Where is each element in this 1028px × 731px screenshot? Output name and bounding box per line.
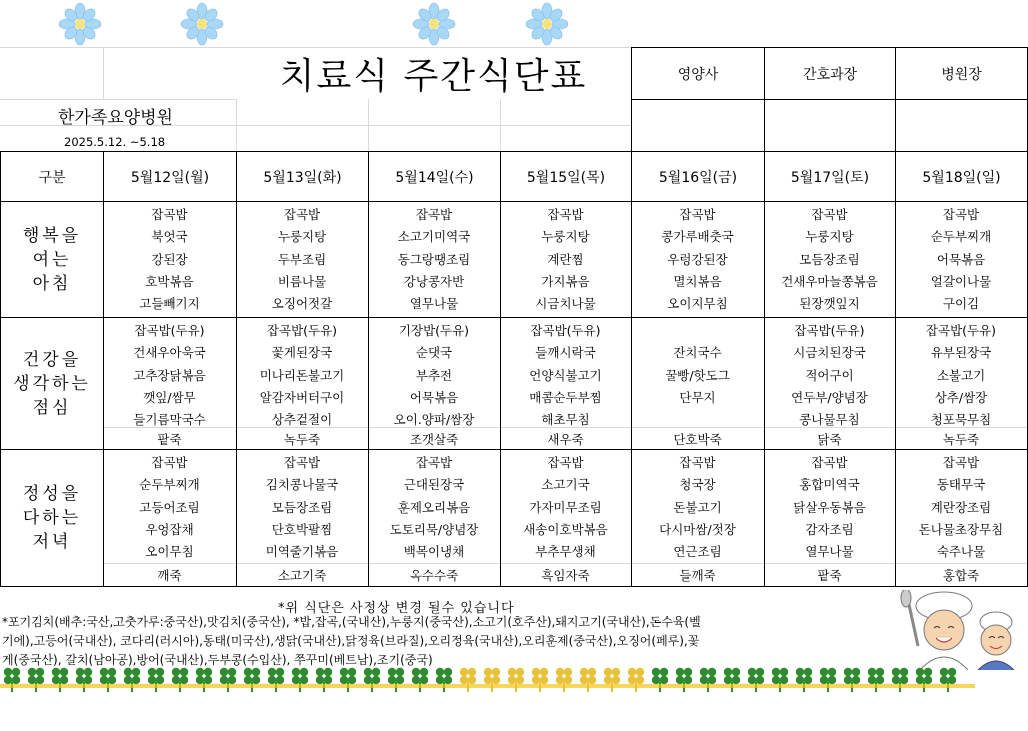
menu-item: 잡곡밥(두유): [266, 323, 338, 338]
clover-icon: [244, 668, 260, 692]
meal-label: [1, 318, 103, 449]
clover-icon: [316, 668, 332, 692]
menu-item: 언양식불고기: [529, 367, 602, 383]
menu-item: 콩나물무침: [799, 412, 860, 428]
menu-item: 청국장: [679, 477, 716, 493]
menu-item: 오이.양파/쌈장: [393, 412, 475, 428]
menu-item: 들깨시락국: [535, 345, 596, 361]
menu-item: 고들빼기지: [139, 296, 200, 312]
clover-icon: [100, 668, 116, 692]
menu-item: 계란장조림: [930, 499, 992, 515]
porridge-item: 조갯살죽: [409, 432, 459, 447]
menu-item: 가지볶음: [541, 273, 590, 289]
meal-label: [1, 202, 103, 317]
origin-line: 기에),고등어(국내산), 코다리(러시아),동태(미국산),생닭(국내산),닭정육(브라질),오리정육(국내산),오리훈제(중국산),오징어(페루),꽃: [2, 634, 700, 648]
menu-item: 소불고기: [936, 367, 986, 383]
porridge-item: 깨죽: [157, 568, 182, 583]
porridge-item: 단호박죽: [673, 432, 722, 447]
menu-item: 가자미무조림: [529, 499, 602, 515]
porridge-item: 녹두죽: [283, 432, 321, 447]
clover-icon: [748, 668, 764, 692]
menu-item: 호박볶음: [145, 273, 194, 289]
menu-item: 청포묵무침: [930, 412, 992, 428]
menu-item: 잔치국수: [673, 345, 722, 361]
porridge-item: 팥죽: [157, 432, 182, 447]
menu-item: 잡곡밥(두유): [134, 323, 205, 338]
flower-icon: [412, 2, 456, 46]
menu-item: 닭살우동볶음: [793, 499, 866, 515]
menu-item: 매콤순두부찜: [529, 389, 602, 405]
menu-item: 시금치된장국: [793, 345, 866, 361]
menu-item: 꽃게된장국: [271, 345, 333, 361]
clover-icon: [604, 668, 620, 692]
clover-icon: [652, 668, 668, 692]
day-header: 5월17일(토): [790, 169, 870, 186]
clover-icon: [796, 668, 812, 692]
menu-item: 돈불고기: [673, 499, 722, 515]
menu-item: 동그랑땡조림: [397, 251, 471, 267]
hospital-name: 한가족요양병원: [58, 108, 173, 128]
clover-icon: [28, 668, 44, 692]
menu-item: 숙주나물: [936, 544, 986, 560]
menu-item: 열무나물: [805, 544, 854, 560]
porridge-item: 팥죽: [817, 568, 842, 583]
menu-item: 다시마쌈/젓장: [659, 521, 736, 537]
period-date: 2025.5.12. ~5.18: [64, 135, 166, 149]
clover-icon: [292, 668, 308, 692]
menu-item: 연두부/양념장: [791, 389, 868, 405]
clover-icon: [364, 668, 380, 692]
clover-icon: [436, 668, 452, 692]
flower-icon: [180, 2, 224, 46]
menu-item: 어묵볶음: [936, 251, 986, 267]
meal-label: [1, 450, 103, 586]
clover-icon: [892, 668, 908, 692]
menu-item: 잡곡밥: [151, 455, 188, 470]
menu-item: 훈제오리볶음: [397, 499, 471, 515]
clover-icon: [4, 668, 20, 692]
menu-item: 비름나물: [277, 273, 327, 289]
menu-item: 우엉잡채: [145, 521, 194, 537]
menu-item: 잡곡밥(두유): [794, 323, 865, 338]
porridge-item: 옥수수죽: [409, 568, 459, 583]
clover-icon: [76, 668, 92, 692]
clover-icon: [676, 668, 692, 692]
menu-item: 누룽지탕: [541, 229, 590, 245]
clover-icon: [844, 668, 860, 692]
clover-icon: [172, 668, 188, 692]
menu-item: 북엇국: [151, 229, 188, 245]
clover-icon: [124, 668, 140, 692]
signature-head-nurse: 간호과장: [802, 66, 858, 83]
menu-item: 순두부찌개: [930, 229, 992, 245]
page-title: 치료식 주간식단표: [279, 55, 588, 97]
menu-item: 잡곡밥: [811, 455, 848, 470]
clover-icon: [532, 668, 548, 692]
menu-item: 잡곡밥: [942, 455, 980, 470]
clover-icon: [556, 668, 572, 692]
menu-item: 순댓국: [415, 345, 453, 361]
menu-item: 계란찜: [547, 251, 584, 267]
clover-icon: [628, 668, 644, 692]
meal-label-line: 여는: [32, 249, 72, 270]
menu-item: 잡곡밥: [415, 207, 453, 222]
menu-item: 시금치나물: [535, 296, 596, 312]
day-header: 5월13일(화): [263, 169, 342, 186]
clover-icon: [340, 668, 356, 692]
menu-item: 오징어젓갈: [271, 296, 333, 312]
clover-icon: [580, 668, 596, 692]
porridge-item: 녹두죽: [942, 432, 980, 447]
menu-item: 잡곡밥: [942, 207, 980, 222]
menu-item: 오이무침: [145, 544, 194, 560]
menu-item: 잡곡밥: [679, 455, 716, 470]
menu-item: 잡곡밥: [679, 207, 716, 222]
meal-label-line: 건강을: [22, 349, 82, 370]
menu-item: 소고기미역국: [397, 229, 471, 245]
menu-item: 연근조림: [673, 544, 722, 560]
menu-item: 잡곡밥: [283, 207, 321, 222]
clover-icon: [916, 668, 932, 692]
menu-item: 콩가루배춧국: [661, 229, 734, 245]
menu-item: 부추전: [415, 367, 453, 383]
menu-item: 잡곡밥: [811, 207, 848, 222]
clover-icon: [724, 668, 740, 692]
menu-item: 된장깻잎지: [799, 296, 860, 312]
menu-item: 미역줄기볶음: [265, 544, 339, 560]
menu-item: 적어구이: [805, 367, 854, 383]
menu-item: 고추장닭볶음: [133, 367, 206, 383]
menu-item: 잡곡밥: [547, 455, 584, 470]
clover-icon: [700, 668, 716, 692]
menu-item: 동태무국: [936, 477, 986, 493]
menu-item: 누룽지탕: [805, 229, 854, 245]
porridge-item: 닭죽: [817, 432, 842, 447]
menu-item: 상추겉절이: [271, 412, 333, 428]
flower-icon: [58, 2, 102, 46]
menu-item: 잡곡밥: [547, 207, 584, 222]
menu-item: 어묵볶음: [409, 389, 459, 405]
meal-label-line: 저녁: [32, 532, 72, 552]
menu-item: 소고기국: [541, 477, 590, 493]
menu-item: 얼갈이나물: [930, 273, 992, 289]
day-header: 5월12일(월): [130, 169, 210, 186]
chef-icon: [892, 590, 1026, 670]
clover-icon: [196, 668, 212, 692]
menu-item: 잡곡밥: [283, 455, 321, 470]
clover-icon: [220, 668, 236, 692]
menu-item: 상추/쌈장: [934, 389, 988, 405]
porridge-item: 소고기죽: [277, 568, 327, 583]
flower-icon: [525, 2, 569, 46]
day-header: 5월16일(금): [658, 169, 738, 186]
menu-item: 모듬장조림: [271, 499, 333, 515]
menu-item: 알감자버터구이: [259, 389, 345, 405]
clover-icon: [820, 668, 836, 692]
menu-item: 들기름막국수: [133, 412, 206, 428]
menu-item: 꿀빵/핫도그: [665, 367, 730, 383]
menu-item: 감자조림: [805, 521, 854, 537]
menu-item: 홍합미역국: [799, 477, 860, 493]
menu-item: 깻잎/쌈무: [143, 389, 196, 405]
clover-icon: [484, 668, 500, 692]
menu-item: 고등어조림: [139, 499, 200, 515]
menu-item: 백목이냉채: [403, 544, 465, 560]
meal-label-line: 정성을: [22, 484, 82, 504]
menu-item: 우렁강된장: [667, 251, 728, 267]
clover-icon: [460, 668, 476, 692]
clover-icon: [940, 668, 956, 692]
meal-label-line: 점심: [32, 397, 72, 418]
menu-item: 열무나물: [409, 296, 459, 312]
menu-item: 잡곡밥(두유): [530, 323, 601, 338]
menu-item: 기장밥(두유): [398, 323, 470, 338]
clover-icon: [868, 668, 884, 692]
menu-item: 부추무생채: [535, 544, 596, 560]
origin-line: *포기김치(배추:국산,고춧가루:중국산),맛김치(중국산), *밥,잡곡,(국내산),누룽지(중국산),소고기(호주산),돼지고기(국내산),돈수육(벨: [2, 615, 701, 629]
day-header: 5월15일(목): [526, 169, 606, 186]
menu-item: 잡곡밥: [151, 207, 188, 222]
porridge-item: 흑임자죽: [541, 568, 590, 583]
day-header: 5월18일(일): [922, 169, 1001, 186]
menu-item: 미나리돈불고기: [259, 367, 345, 383]
menu-item: 단호박팔찜: [271, 521, 333, 537]
menu-item: 도토리묵/양념장: [389, 521, 479, 537]
menu-item: 새송이호박볶음: [523, 521, 608, 537]
clover-icon: [412, 668, 428, 692]
menu-item: 김치콩나물국: [265, 477, 339, 493]
origin-line: 게(중국산), 갈치(남아공),방어(국내산),두부콩(수입산), 쭈꾸미(베트남),조기(중국): [2, 653, 433, 667]
menu-item: 강낭콩자반: [403, 273, 465, 289]
clover-icon: [52, 668, 68, 692]
meal-label-line: 다하는: [22, 508, 82, 528]
menu-item: 누룽지탕: [277, 229, 327, 245]
menu-item: 건새우아욱국: [133, 345, 206, 361]
meal-label-line: 아침: [32, 273, 72, 294]
clover-border: [0, 660, 975, 698]
clover-icon: [772, 668, 788, 692]
signature-dietitian: 영양사: [677, 66, 719, 83]
menu-item: 잡곡밥: [415, 455, 453, 470]
day-header: 5월14일(수): [395, 169, 474, 186]
menu-item: 구이김: [942, 296, 980, 312]
menu-item: 건새우마늘쫑볶음: [781, 273, 878, 289]
clover-icon: [268, 668, 284, 692]
porridge-item: 홍합죽: [942, 568, 980, 583]
porridge-item: 들깨죽: [679, 568, 716, 583]
menu-item: 멸치볶음: [673, 273, 722, 289]
porridge-item: 새우죽: [547, 432, 584, 447]
menu-item: 순두부찌개: [139, 477, 200, 493]
menu-item: 두부조림: [277, 251, 327, 267]
menu-item: 모듬장조림: [799, 251, 860, 267]
meal-label-line: 생각하는: [13, 373, 91, 394]
clover-icon: [508, 668, 524, 692]
category-header: 구분: [38, 169, 66, 186]
menu-item: 강된장: [151, 251, 188, 267]
change-notice: *위 식단은 사정상 변경 될수 있습니다: [278, 601, 515, 616]
menu-item: 돈나물초장무침: [918, 521, 1004, 537]
menu-item: 단무지: [679, 389, 716, 405]
menu-item: 해초무침: [541, 412, 590, 428]
clover-icon: [388, 668, 404, 692]
menu-item: 오이지무침: [667, 296, 728, 312]
menu-item: 유부된장국: [930, 345, 992, 361]
menu-item: 잡곡밥(두유): [925, 323, 997, 338]
signature-director: 병원장: [941, 66, 982, 83]
meal-label-line: 행복을: [22, 225, 82, 246]
clover-icon: [148, 668, 164, 692]
menu-item: 근대된장국: [403, 477, 465, 493]
